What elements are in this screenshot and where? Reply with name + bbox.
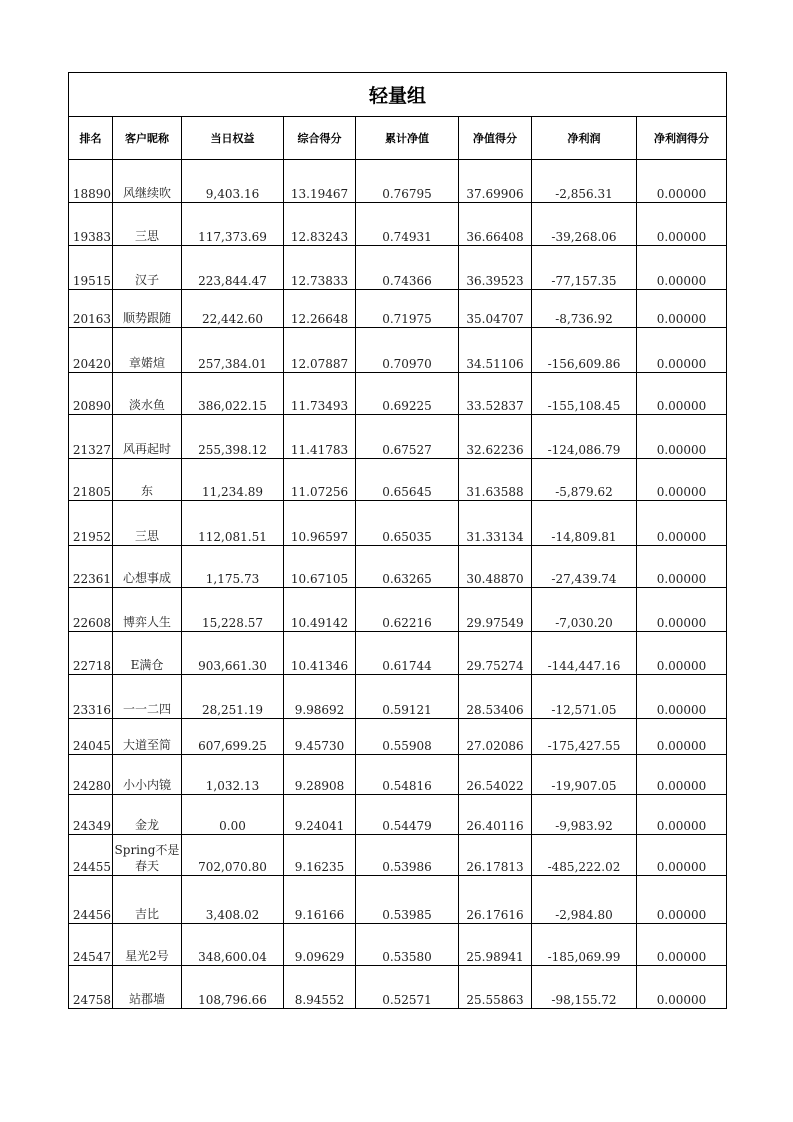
rank-cell: 22361 [69, 546, 113, 588]
rank-cell: 20163 [69, 290, 113, 328]
table-row [69, 924, 727, 966]
nav-score-cell: 34.51106 [459, 328, 532, 373]
equity-cell: 386,022.15 [182, 373, 284, 415]
score-cell: 10.96597 [284, 501, 356, 546]
profit-score-cell: 0.00000 [637, 675, 727, 719]
nav-score-cell: 25.55863 [459, 966, 532, 1009]
nav-score-cell: 36.39523 [459, 246, 532, 290]
rank-cell: 24045 [69, 719, 113, 755]
column-header-equity: 当日权益 [182, 117, 284, 160]
profit-score-cell: 0.00000 [637, 373, 727, 415]
nav-score-cell: 37.69906 [459, 160, 532, 203]
nav-score-cell: 35.04707 [459, 290, 532, 328]
name-cell: Spring不是春天 [113, 835, 182, 876]
profit-score-cell: 0.00000 [637, 588, 727, 632]
score-cell: 11.41783 [284, 415, 356, 459]
profit-cell: -77,157.35 [532, 246, 637, 290]
nav-cell: 0.63265 [356, 546, 459, 588]
profit-cell: -155,108.45 [532, 373, 637, 415]
profit-cell: -98,155.72 [532, 966, 637, 1009]
nav-cell: 0.55908 [356, 719, 459, 755]
profit-cell: -2,984.80 [532, 876, 637, 924]
profit-cell: -2,856.31 [532, 160, 637, 203]
table-row [69, 203, 727, 246]
score-cell: 11.07256 [284, 459, 356, 501]
score-cell: 9.16235 [284, 835, 356, 876]
nav-score-cell: 32.62236 [459, 415, 532, 459]
equity-cell: 903,661.30 [182, 632, 284, 675]
equity-cell: 702,070.80 [182, 835, 284, 876]
rank-cell: 20890 [69, 373, 113, 415]
equity-cell: 1,175.73 [182, 546, 284, 588]
rank-cell: 24547 [69, 924, 113, 966]
score-cell: 13.19467 [284, 160, 356, 203]
score-cell: 10.41346 [284, 632, 356, 675]
equity-cell: 22,442.60 [182, 290, 284, 328]
profit-cell: -185,069.99 [532, 924, 637, 966]
profit-score-cell: 0.00000 [637, 415, 727, 459]
table-row [69, 501, 727, 546]
column-header-nav-score: 净值得分 [459, 117, 532, 160]
name-cell: 顺势跟随 [113, 290, 182, 328]
nav-score-cell: 31.63588 [459, 459, 532, 501]
nav-score-cell: 26.40116 [459, 795, 532, 835]
rank-cell: 24758 [69, 966, 113, 1009]
profit-cell: -19,907.05 [532, 755, 637, 795]
rank-cell: 22608 [69, 588, 113, 632]
table-row [69, 795, 727, 835]
ranking-table [68, 72, 727, 1009]
column-header-score: 综合得分 [284, 117, 356, 160]
profit-cell: -5,879.62 [532, 459, 637, 501]
profit-score-cell: 0.00000 [637, 966, 727, 1009]
profit-cell: -39,268.06 [532, 203, 637, 246]
equity-cell: 0.00 [182, 795, 284, 835]
equity-cell: 108,796.66 [182, 966, 284, 1009]
nav-cell: 0.74931 [356, 203, 459, 246]
column-header-rank: 排名 [69, 117, 113, 160]
nav-score-cell: 25.98941 [459, 924, 532, 966]
nav-score-cell: 28.53406 [459, 675, 532, 719]
rank-cell: 18890 [69, 160, 113, 203]
score-cell: 9.28908 [284, 755, 356, 795]
profit-cell: -124,086.79 [532, 415, 637, 459]
nav-cell: 0.65645 [356, 459, 459, 501]
nav-cell: 0.74366 [356, 246, 459, 290]
score-cell: 10.49142 [284, 588, 356, 632]
profit-cell: -12,571.05 [532, 675, 637, 719]
score-cell: 10.67105 [284, 546, 356, 588]
table-row [69, 415, 727, 459]
profit-score-cell: 0.00000 [637, 501, 727, 546]
column-header-profit: 净利润 [532, 117, 637, 160]
column-header-nav: 累计净值 [356, 117, 459, 160]
score-cell: 9.98692 [284, 675, 356, 719]
equity-cell: 348,600.04 [182, 924, 284, 966]
column-header-name: 客户昵称 [113, 117, 182, 160]
title-row [69, 73, 727, 117]
name-cell: 一一二四 [113, 675, 182, 719]
nav-score-cell: 31.33134 [459, 501, 532, 546]
nav-cell: 0.67527 [356, 415, 459, 459]
profit-score-cell: 0.00000 [637, 203, 727, 246]
table-row [69, 328, 727, 373]
profit-score-cell: 0.00000 [637, 160, 727, 203]
equity-cell: 3,408.02 [182, 876, 284, 924]
equity-cell: 607,699.25 [182, 719, 284, 755]
name-cell: 淡水鱼 [113, 373, 182, 415]
name-cell: 金龙 [113, 795, 182, 835]
profit-score-cell: 0.00000 [637, 876, 727, 924]
nav-cell: 0.53986 [356, 835, 459, 876]
nav-cell: 0.53580 [356, 924, 459, 966]
nav-cell: 0.65035 [356, 501, 459, 546]
table-row [69, 459, 727, 501]
name-cell: 站郡墙 [113, 966, 182, 1009]
score-cell: 9.45730 [284, 719, 356, 755]
name-cell: 风继续吹 [113, 160, 182, 203]
equity-cell: 223,844.47 [182, 246, 284, 290]
header-row [69, 117, 727, 160]
profit-score-cell: 0.00000 [637, 835, 727, 876]
nav-score-cell: 26.17813 [459, 835, 532, 876]
profit-score-cell: 0.00000 [637, 632, 727, 675]
profit-cell: -144,447.16 [532, 632, 637, 675]
name-cell: 小小内镜 [113, 755, 182, 795]
profit-score-cell: 0.00000 [637, 290, 727, 328]
rank-cell: 24456 [69, 876, 113, 924]
profit-score-cell: 0.00000 [637, 755, 727, 795]
equity-cell: 255,398.12 [182, 415, 284, 459]
profit-score-cell: 0.00000 [637, 459, 727, 501]
nav-cell: 0.71975 [356, 290, 459, 328]
nav-cell: 0.53985 [356, 876, 459, 924]
table-row [69, 632, 727, 675]
profit-score-cell: 0.00000 [637, 795, 727, 835]
equity-cell: 11,234.89 [182, 459, 284, 501]
name-cell: 三思 [113, 203, 182, 246]
table-row [69, 675, 727, 719]
name-cell: 心想事成 [113, 546, 182, 588]
score-cell: 11.73493 [284, 373, 356, 415]
name-cell: 三思 [113, 501, 182, 546]
table-row [69, 876, 727, 924]
profit-cell: -9,983.92 [532, 795, 637, 835]
rank-cell: 24455 [69, 835, 113, 876]
rank-cell: 21805 [69, 459, 113, 501]
table-row [69, 290, 727, 328]
score-cell: 8.94552 [284, 966, 356, 1009]
score-cell: 9.24041 [284, 795, 356, 835]
table-row [69, 246, 727, 290]
profit-cell: -14,809.81 [532, 501, 637, 546]
nav-score-cell: 36.66408 [459, 203, 532, 246]
nav-cell: 0.62216 [356, 588, 459, 632]
nav-score-cell: 26.54022 [459, 755, 532, 795]
rank-cell: 19515 [69, 246, 113, 290]
score-cell: 12.07887 [284, 328, 356, 373]
table-row [69, 755, 727, 795]
table-row [69, 546, 727, 588]
score-cell: 9.09629 [284, 924, 356, 966]
nav-score-cell: 27.02086 [459, 719, 532, 755]
name-cell: 星光2号 [113, 924, 182, 966]
equity-cell: 28,251.19 [182, 675, 284, 719]
profit-score-cell: 0.00000 [637, 924, 727, 966]
nav-score-cell: 30.48870 [459, 546, 532, 588]
name-cell: E满仓 [113, 632, 182, 675]
nav-cell: 0.54816 [356, 755, 459, 795]
table-row [69, 966, 727, 1009]
table-body [69, 160, 727, 1009]
rank-cell: 20420 [69, 328, 113, 373]
name-cell: 吉比 [113, 876, 182, 924]
nav-cell: 0.76795 [356, 160, 459, 203]
name-cell: 大道至简 [113, 719, 182, 755]
rank-cell: 22718 [69, 632, 113, 675]
score-cell: 12.83243 [284, 203, 356, 246]
rank-cell: 23316 [69, 675, 113, 719]
name-cell: 博弈人生 [113, 588, 182, 632]
nav-cell: 0.69225 [356, 373, 459, 415]
profit-cell: -7,030.20 [532, 588, 637, 632]
score-cell: 12.73833 [284, 246, 356, 290]
equity-cell: 112,081.51 [182, 501, 284, 546]
nav-cell: 0.54479 [356, 795, 459, 835]
equity-cell: 1,032.13 [182, 755, 284, 795]
nav-cell: 0.52571 [356, 966, 459, 1009]
rank-cell: 21327 [69, 415, 113, 459]
table-row [69, 588, 727, 632]
table-row [69, 835, 727, 876]
score-cell: 9.16166 [284, 876, 356, 924]
score-cell: 12.26648 [284, 290, 356, 328]
nav-cell: 0.61744 [356, 632, 459, 675]
rank-cell: 21952 [69, 501, 113, 546]
name-cell: 章婼煊 [113, 328, 182, 373]
name-cell: 风再起时 [113, 415, 182, 459]
table-row [69, 719, 727, 755]
profit-cell: -27,439.74 [532, 546, 637, 588]
nav-cell: 0.59121 [356, 675, 459, 719]
equity-cell: 117,373.69 [182, 203, 284, 246]
equity-cell: 9,403.16 [182, 160, 284, 203]
ranking-sheet [68, 72, 726, 1009]
nav-score-cell: 33.52837 [459, 373, 532, 415]
name-cell: 东 [113, 459, 182, 501]
nav-score-cell: 29.75274 [459, 632, 532, 675]
sheet-title: 轻量组 [69, 73, 727, 117]
profit-cell: -156,609.86 [532, 328, 637, 373]
nav-cell: 0.70970 [356, 328, 459, 373]
table-row [69, 373, 727, 415]
nav-score-cell: 26.17616 [459, 876, 532, 924]
equity-cell: 257,384.01 [182, 328, 284, 373]
name-cell: 汉子 [113, 246, 182, 290]
profit-score-cell: 0.00000 [637, 719, 727, 755]
equity-cell: 15,228.57 [182, 588, 284, 632]
profit-score-cell: 0.00000 [637, 546, 727, 588]
nav-score-cell: 29.97549 [459, 588, 532, 632]
rank-cell: 19383 [69, 203, 113, 246]
profit-cell: -8,736.92 [532, 290, 637, 328]
profit-score-cell: 0.00000 [637, 328, 727, 373]
profit-cell: -175,427.55 [532, 719, 637, 755]
profit-score-cell: 0.00000 [637, 246, 727, 290]
rank-cell: 24280 [69, 755, 113, 795]
profit-cell: -485,222.02 [532, 835, 637, 876]
table-row [69, 160, 727, 203]
column-header-profit-score: 净利润得分 [637, 117, 727, 160]
rank-cell: 24349 [69, 795, 113, 835]
